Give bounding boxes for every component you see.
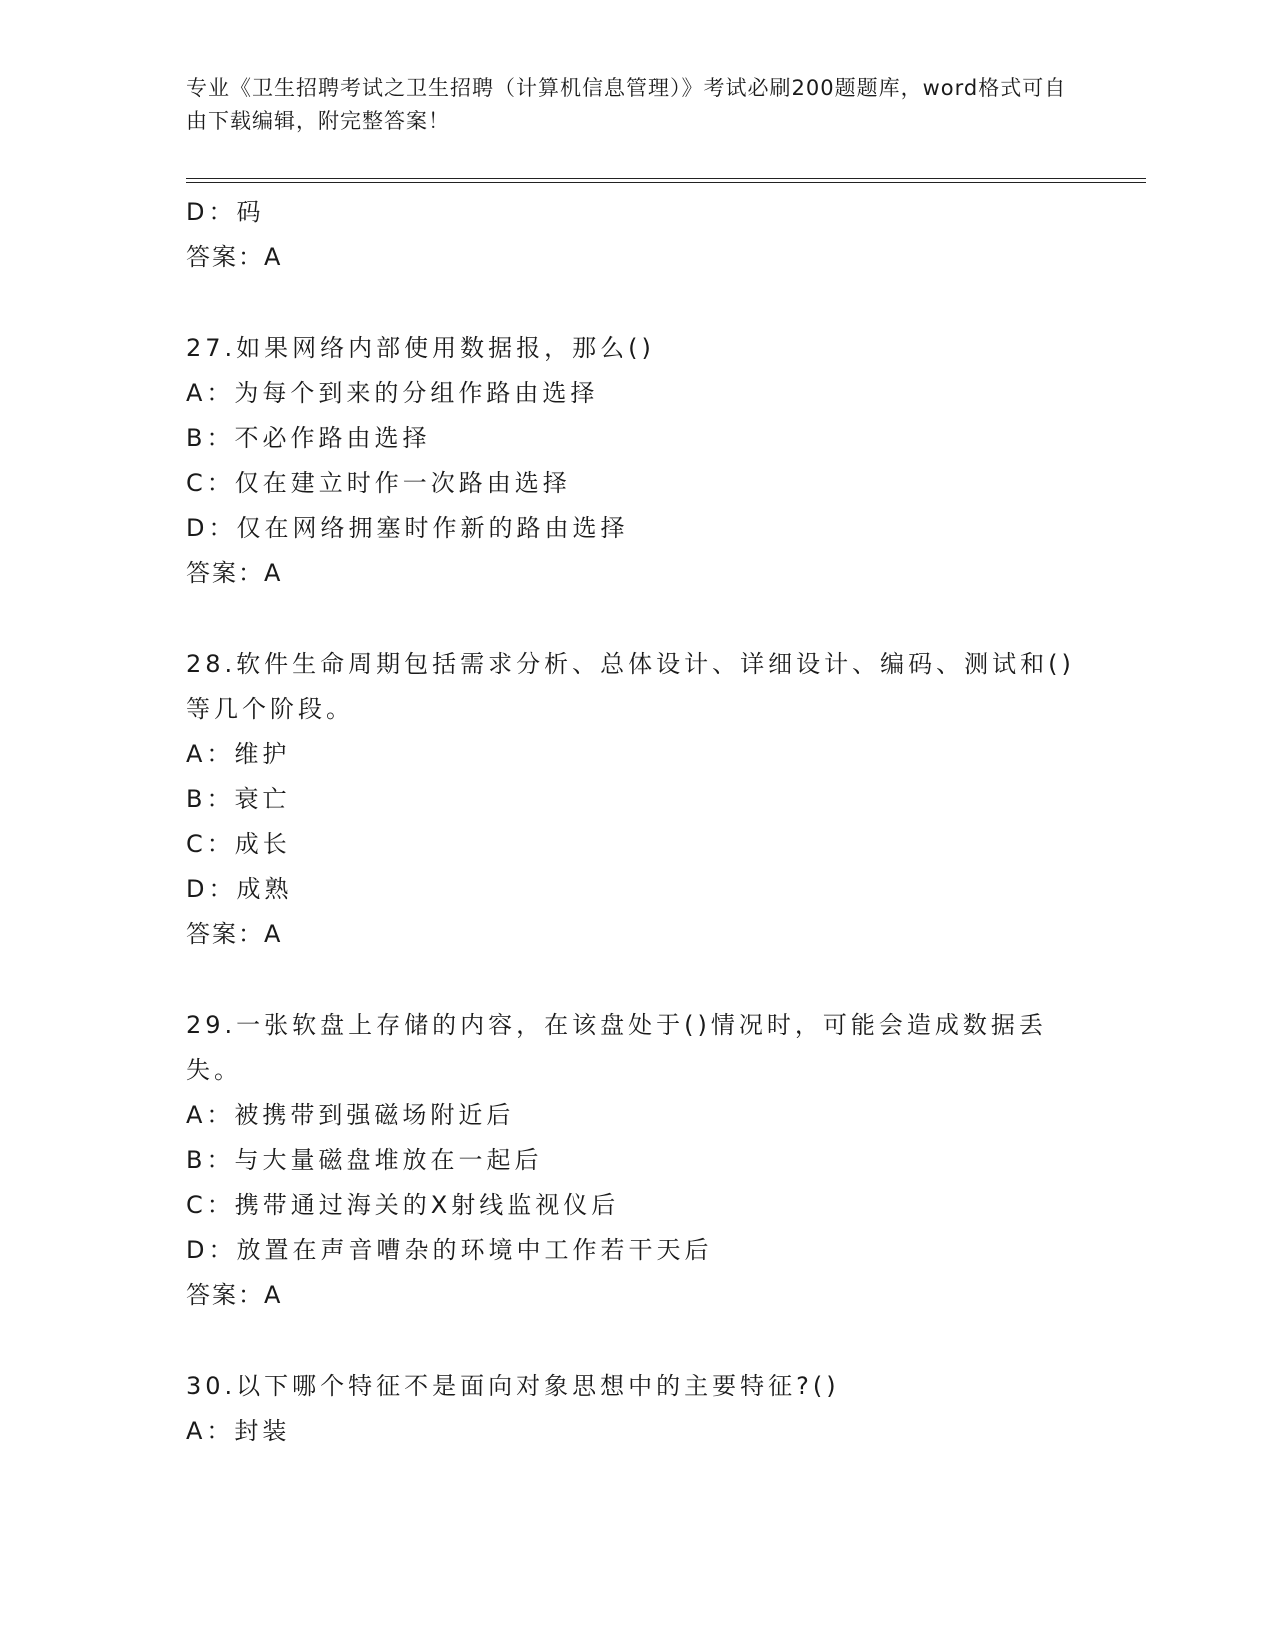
question-stem: 27.如果网络内部使用数据报，那么() [186,334,655,362]
question-stem: 29.一张软盘上存储的内容，在该盘处于()情况时，可能会造成数据丢失。 [186,1011,1047,1084]
option-d: D：仅在网络拥塞时作新的路由选择 [186,514,629,542]
question-block-30 [186,1364,1086,1454]
answer-label: 答案： [186,1281,264,1309]
answer-value: A [264,920,283,948]
option-a: A：被携带到强磁场附近后 [186,1101,515,1129]
answer-label: 答案： [186,559,264,587]
question-block-28 [186,642,1086,957]
question-list [186,190,1086,1454]
option-d: D：成熟 [186,875,293,903]
header-text: 专业《卫生招聘考试之卫生招聘（计算机信息管理）》考试必刷200题题库，word格式可自由下载编辑，附完整答案！ [186,76,1067,133]
option-b: B：不必作路由选择 [186,424,431,452]
option-d: D：码 [186,198,265,226]
answer-value: A [264,559,283,587]
option-a: A：封装 [186,1417,291,1445]
header-rule-bottom [186,182,1146,183]
answer-value: A [264,1281,283,1309]
option-d: D：放置在声音嘈杂的环境中工作若干天后 [186,1236,713,1264]
question-block-27 [186,326,1086,596]
answer-line [186,551,1086,596]
header-rule-top [186,178,1146,179]
option-a: A：为每个到来的分组作路由选择 [186,379,599,407]
answer-line [186,912,1086,957]
question-stem: 28.软件生命周期包括需求分析、总体设计、详细设计、编码、测试和()等几个阶段。 [186,650,1075,723]
document-header [186,72,1086,138]
option-c: C：携带通过海关的X射线监视仪后 [186,1191,620,1219]
question-stem: 30.以下哪个特征不是面向对象思想中的主要特征?() [186,1372,840,1400]
option-a: A：维护 [186,740,291,768]
option-c: C：成长 [186,830,291,858]
option-b: B：衰亡 [186,785,291,813]
question-block-29 [186,1003,1086,1318]
question-block-prev [186,190,1086,280]
answer-line [186,1273,1086,1318]
answer-label: 答案： [186,243,264,271]
option-c: C：仅在建立时作一次路由选择 [186,469,571,497]
option-b: B：与大量磁盘堆放在一起后 [186,1146,543,1174]
answer-line [186,235,1086,280]
answer-value: A [264,243,283,271]
answer-label: 答案： [186,920,264,948]
